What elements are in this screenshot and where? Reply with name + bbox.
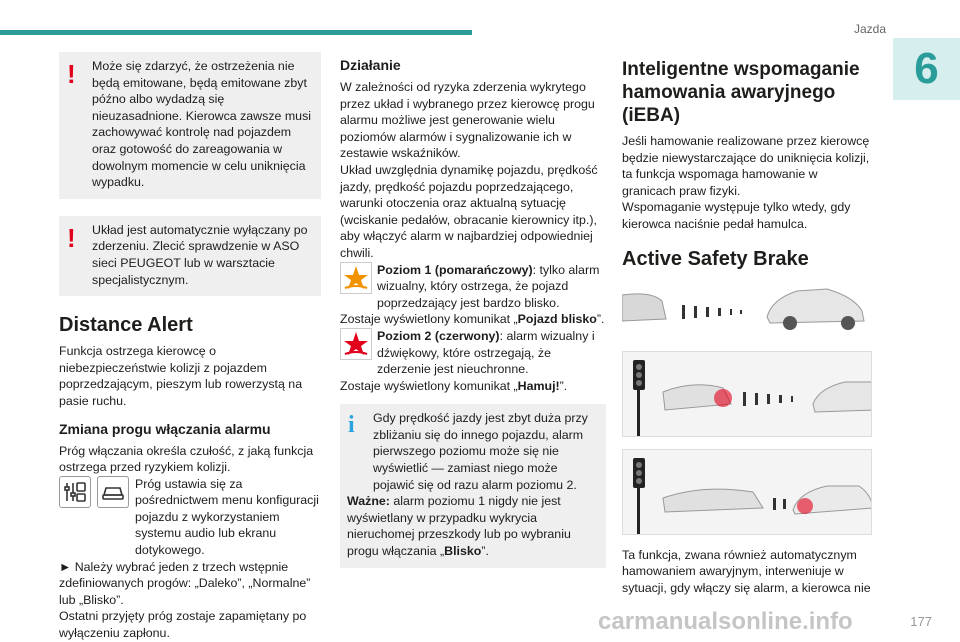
warning-box-1 <box>59 52 321 199</box>
paragraph: ► Należy wybrać jeden z trzech wstępnie zdefiniowanych progów: „Daleko”, „Normalne” lub „Blisko”. <box>59 559 311 607</box>
column-2 <box>340 52 606 568</box>
level-2-message: Hamuj! <box>517 378 560 393</box>
warning-icon: ! <box>67 59 76 89</box>
paragraph: Ostatni przyjęty próg zostaje zapamiętany po wyłączeniu zapłonu. <box>59 609 307 641</box>
collision-warning-red-icon <box>340 328 372 360</box>
level-1-row <box>340 262 606 312</box>
level-2-row <box>340 328 606 378</box>
warning-text: Może się zdarzyć, że ostrzeżenia nie będą emitowane, będą emitowane zbyt późno albo wydadzą się nieuzasadnione. Kierowca zawsze musi zachowywać kontrolę nad pojazdem oraz gotowość do zareagowania w dowolnym momencie w celu uniknięcia wypadku. <box>92 59 312 190</box>
collision-warning-orange-icon <box>340 262 372 294</box>
paragraph: W zależności od ryzyka zderzenia wykrytego przez układ i wybranego przez kierowcę progu alarmu możliwe jest generowanie wielu poziomów alarmów i sygnalizowanie ich w zestawie wskaźników. <box>340 80 595 161</box>
page-number: 177 <box>910 614 932 629</box>
settings-icon-row <box>59 476 321 559</box>
paragraph: Jeśli hamowanie realizowane przez kierowcę będzie niewystarczające do uniknięcia kolizji, ta funkcja wspomaga hamowanie w granicach praw fizyki. <box>622 134 870 198</box>
top-accent-bar <box>0 30 472 35</box>
info-text: Gdy prędkość jazdy jest zbyt duża przy zbliżaniu się do innego pojazdu, alarm pierwszego poziomu może się nie wyświetlić — zamiast niego może pojawić się od razu alarm poziomu 2. <box>373 411 588 492</box>
msg-prefix: Zostaje wyświetlony komunikat „ <box>340 378 518 393</box>
info-bold-2: Blisko <box>444 544 482 559</box>
level-1-text: : tylko alarm wizualny, który ostrzega, że pojazd poprzedzający jest bardzo blisko. <box>377 262 600 310</box>
paragraph: Funkcja ostrzega kierowcę o niebezpieczeństwie kolizji z pojazdem poprzedzającym, pieszym lub rowerzystą na pasie ruchu. <box>59 344 303 408</box>
illustration-car-braking-pedestrian-light <box>622 351 872 437</box>
level-2-label: Poziom 2 (czerwony) <box>377 328 500 343</box>
column-1 <box>59 52 321 642</box>
chapter-number: 6 <box>893 38 960 100</box>
info-bold: Ważne: <box>347 494 390 509</box>
info-icon: i <box>348 412 355 439</box>
heading-operation: Działanie <box>340 57 401 73</box>
paragraph: Ta funkcja, zwana również automatycznym hamowaniem awaryjnym, interweniuje w sytuacji, gdy włączy się alarm, a kierowca nie <box>622 547 871 595</box>
paragraph: Układ uwzględnia dynamikę pojazdu, prędkość jazdy, prędkość pojazdu poprzedzającego, warunki otoczenia oraz aktualną sytuację (wciskanie pedałów, obracanie kierownicy itp.), aby włączyć alarm w najbardziej odpowiedniej chwili. <box>340 162 598 260</box>
illustration-following-car <box>622 277 872 339</box>
warning-text: Układ jest automatycznie wyłączany po zderzeniu. Zlecić sprawdzenie w ASO sieci PEUGEOT lub w warsztacie specjalistycznym. <box>92 222 308 287</box>
heading-threshold: Zmiana progu włączania alarmu <box>59 420 271 437</box>
warning-box-2 <box>59 216 321 296</box>
info-box <box>340 404 606 567</box>
msg-suffix: ”. <box>596 312 605 327</box>
section-title: Jazda <box>853 22 886 36</box>
level-1-label: Poziom 1 (pomarańczowy) <box>377 262 533 277</box>
msg-prefix: Zostaje wyświetlony komunikat „ <box>340 312 518 327</box>
level-2-text: : alarm wizualny i dźwiękowy, które ostrzegają, że zderzenie jest nieuchronne. <box>377 328 595 377</box>
settings-sliders-icon <box>59 476 91 508</box>
heading-ieba: Inteligentne wspomaganie hamowania awaryjnego (iEBA) <box>622 59 860 126</box>
info-text-2: alarm poziomu 1 nigdy nie jest wyświetlany w przypadku wykrycia nieruchomej przeszkody lub po wybraniu progu włączania „ <box>347 494 571 559</box>
warning-icon: ! <box>67 222 76 253</box>
level-1-message: Pojazd blisko <box>517 312 597 327</box>
watermark: carmanualsonline.info <box>598 608 853 635</box>
paragraph: Próg włączania określa czułość, z jaką funkcja ostrzega przed ryzykiem kolizji. <box>59 443 314 475</box>
heading-distance-alert: Distance Alert <box>59 314 193 337</box>
illustration-car-close-collision <box>622 449 872 535</box>
heading-active-safety-brake: Active Safety Brake <box>622 247 809 270</box>
paragraph: Próg ustawia się za pośrednictwem menu konfiguracji pojazdu z wykorzystaniem systemu audio lub ekranu dotykowego. <box>135 476 319 558</box>
column-3 <box>622 52 872 596</box>
paragraph: Wspomaganie występuje tylko wtedy, gdy kierowca naciśnie pedał hamulca. <box>622 200 851 231</box>
info-text-3: ”. <box>481 544 489 559</box>
msg-suffix: ”. <box>559 378 568 393</box>
car-icon <box>97 476 129 508</box>
